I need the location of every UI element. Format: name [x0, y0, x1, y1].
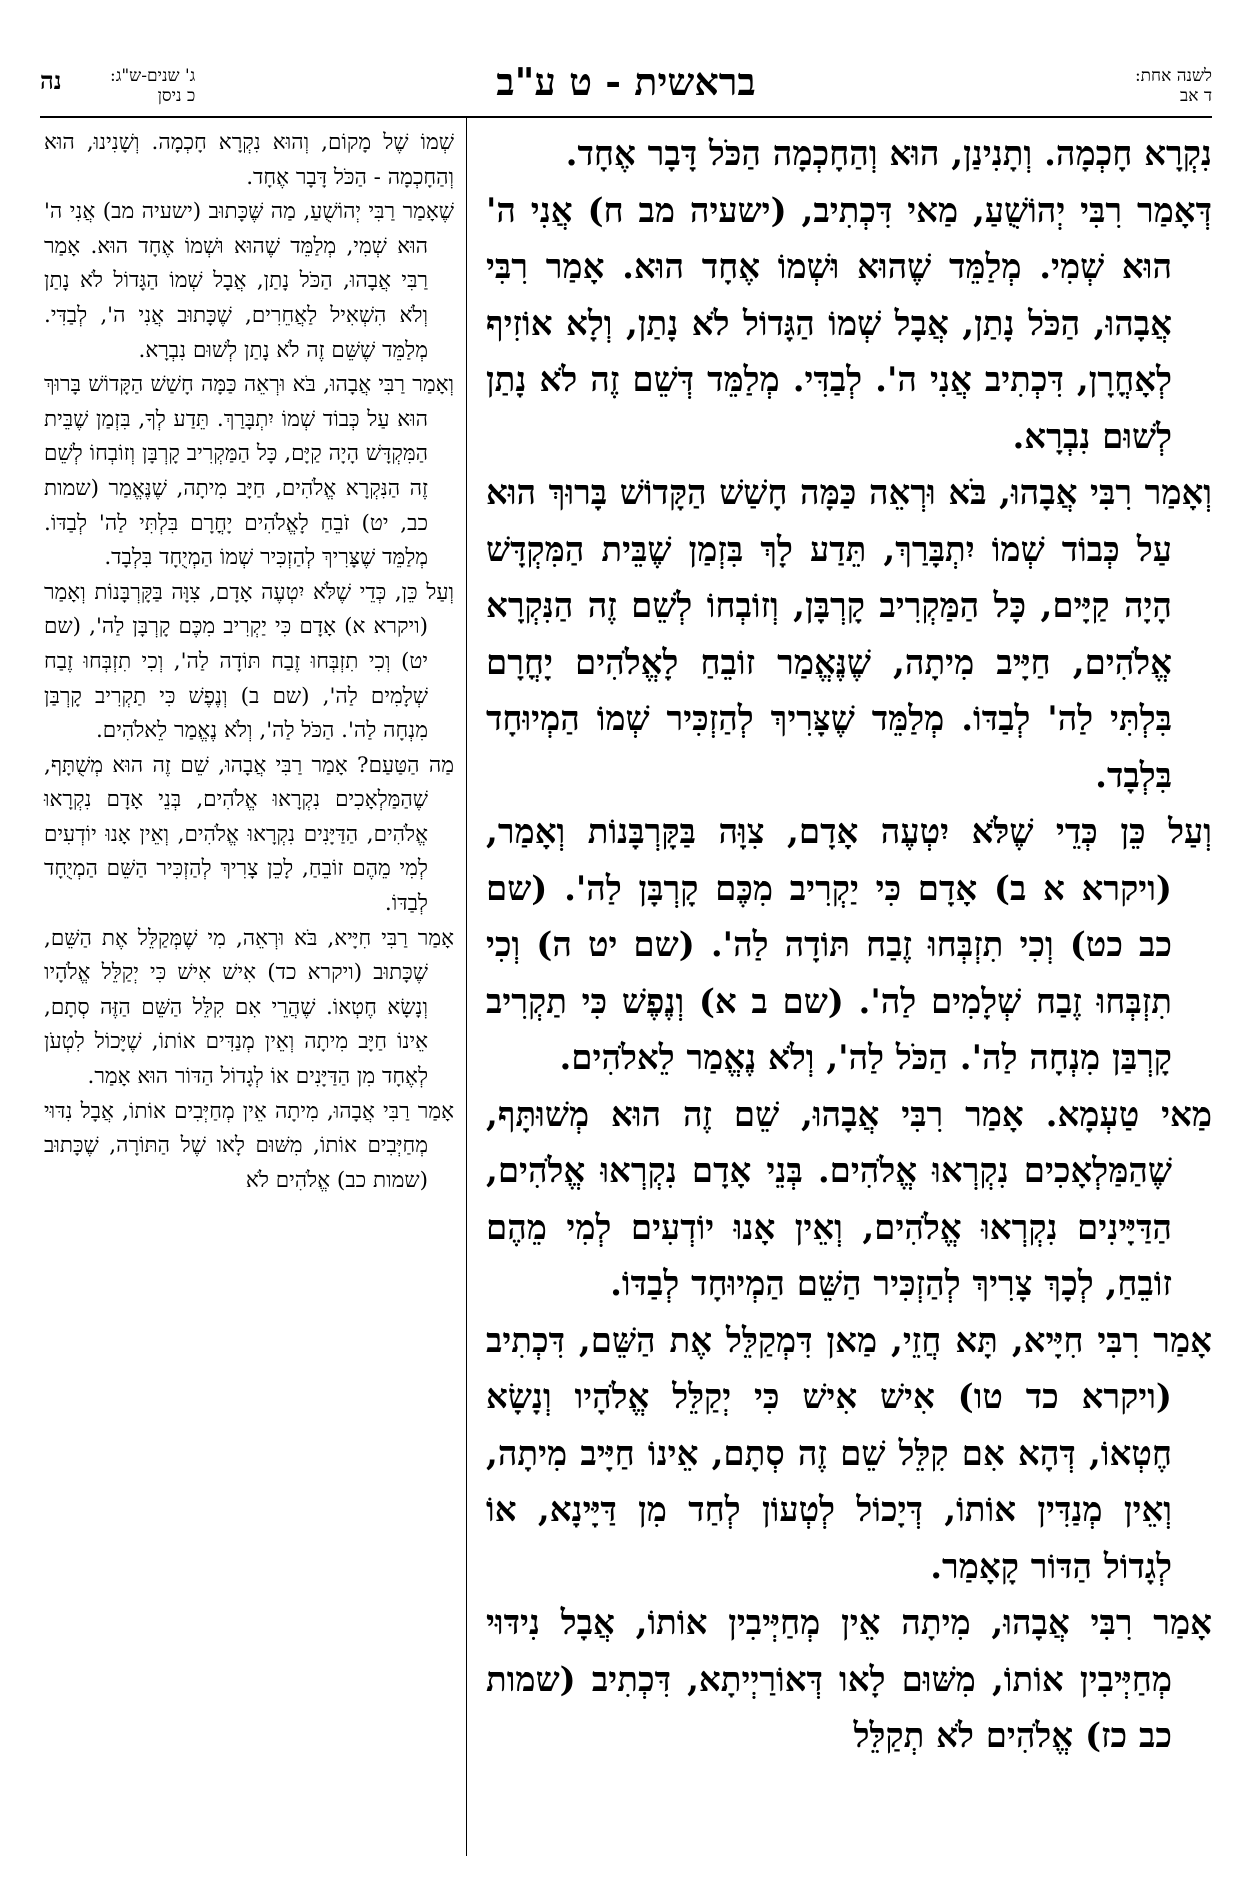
main-text-column [486, 126, 1212, 1765]
header-schedule-three-years [110, 66, 195, 106]
translation-paragraph: מַה הַטַּעַם? אָמַר רַבִּי אֲבָהוּ, שֵׁם זֶה הוּא מְשֻׁתָּף, שֶׁהַמַּלְאָכִים נִקְרָאוּ אֱלֹהִים, בְּנֵי אָדָם נִקְרָאוּ אֱלֹהִים, הַדַּיָּנִים נִקְרָאוּ אֱלֹהִים, וְאֵין אָנוּ יוֹדְעִים לְמִי מֵהֶם זוֹבֵחַ, לָכֵן צָרִיךְ לְהַזְכִּיר הַשֵּׁם הַמְיֻחָד לְבַדּוֹ. [44, 752, 454, 917]
translation-paragraph: וְאָמַר רַבִּי אֲבָהוּ, בֹּא וּרְאֵה כַּמָּה חָשַׁשׁ הַקָּדוֹשׁ בָּרוּךְ הוּא עַל כְּבוֹד שְׁמוֹ יִתְבָּרַךְ. תֵּדַע לְךָ, בִּזְמַן שֶׁבֵּית הַמִּקְדָּשׁ הָיָה קַיָּם, כָּל הַמַּקְרִיב קָרְבָּן וְזוֹבְחוֹ לְשֵׁם זֶה הַנִּקְרָא אֱלֹהִים, חַיָּב מִיתָה, שֶׁנֶּאֱמַר (שמות כב, יט) זֹבֵחַ לָאֱלֹהִים יָחֳרָם בִּלְתִּי לַה' לְבַדּוֹ. מְלַמֵּד שֶׁצָּרִיךְ לְהַזְכִּיר שְׁמוֹ הַמְיֻחָד בִּלְבָד. [44, 372, 454, 571]
translation-paragraph: וְעַל כֵּן, כְּדֵי שֶׁלֹּא יִטְעֶה אָדָם, צִוָּה בַּקָּרְבָּנוֹת וְאָמַר (ויקרא א) אָדָם כִּי יַקְרִיב מִכֶּם קָרְבָּן לַה', (שם יט) וְכִי תִזְבְּחוּ זֶבַח תּוֹדָה לַה', וְכִי תִזְבְּחוּ זֶבַח שְׁלָמִים לַה', (שם ב) וְנֶפֶשׁ כִּי תַקְרִיב קָרְבַּן מִנְחָה לַה'. הַכֹּל לַה', וְלֹא נֶאֱמַר לֵאלֹהִים. [44, 579, 454, 744]
translation-paragraph: אָמַר רַבִּי אֲבָהוּ, מִיתָה אֵין מְחַיְּבִים אוֹתוֹ, אֲבָל נִדּוּי מְחַיְּבִים אוֹתוֹ, מִשּׁוּם לָאו שֶׁל הַתּוֹרָה, שֶׁכָּתוּב (שמות כב) אֱלֹהִים לֹא [44, 1098, 454, 1193]
page-header [40, 56, 1212, 116]
main-paragraph: וְעַל כֵּן כְּדֵי שֶׁלֹּא יִטְעֶה אָדָם, צִוָּה בַּקָּרְבָּנוֹת וְאָמַר, (ויקרא א ב) אָדָם כִּי יַקְרִיב מִכֶּם קָרְבָּן לַה'. (שם כב כט) וְכִי תִזְבְּחוּ זֶבַח תּוֹדָה לַה'. (שם יט ה) וְכִי תִזְבְּחוּ זֶבַח שְׁלָמִים לַה'. (שם ב א) וְנֶפֶשׁ כִּי תַקְרִיב קָרְבַּן מִנְחָה לַה'. הַכֹּל לַה', וְלֹא נֶאֱמַר לֵאלֹהִים. [486, 812, 1212, 1078]
main-paragraph: אָמַר רִבִּי חִיָּיא, תָּא חֲזֵי, מַאן דִּמְקַלֵּל אֶת הַשֵּׁם, דִּכְתִיב (ויקרא כד טו) אִישׁ אִישׁ כִּי יְקַלֵּל אֱלֹהָיו וְנָשָׂא חֶטְאוֹ, דְּהָא אִם קִלֵּל שֵׁם זֶה סְתָם, אֵינוֹ חַיָּיב מִיתָה, וְאֵין מְנַדִּין אוֹתוֹ, דְּיָכוֹל לְטְעוֹן לְחַד מִן דַּיָּינָא, אוֹ לְגָדוֹל הַדּוֹר קָאָמַר. [486, 1320, 1212, 1587]
translation-paragraph: שֶׁאָמַר רַבִּי יְהוֹשֻׁעַ, מַה שֶּׁכָּתוּב (ישעיה מב) אֲנִי ה' הוּא שְׁמִי, מְלַמֵּד שֶׁהוּא וּשְׁמוֹ אֶחָד הוּא. אָמַר רַבִּי אֲבָהוּ, הַכֹּל נָתַן, אֲבָל שְׁמוֹ הַגָּדוֹל לֹא נָתַן וְלֹא הִשְׁאִיל לַאֲחֵרִים, שֶׁכָּתוּב אֲנִי ה', לְבַדִּי. מְלַמֵּד שֶׁשֵּׁם זֶה לֹא נָתַן לְשׁוּם נִבְרָא. [44, 199, 454, 363]
column-divider [466, 118, 467, 1856]
header-divider [40, 116, 1212, 118]
translation-column [44, 126, 454, 1198]
schedule-three-years-label: ג' שנים-ש"ג: [110, 66, 196, 86]
schedule-one-year-date: ד אב [1180, 86, 1212, 106]
page-number: נה [40, 66, 62, 95]
main-paragraph: וְאָמַר רִבִּי אֲבָהוּ, בֹּא וּרְאֵה כַּמָּה חָשַׁשׁ הַקָּדוֹשׁ בָּרוּךְ הוּא עַל כְּבוֹד שְׁמוֹ יִתְבָּרַךְ, תֵּדַע לָךְ בִּזְמַן שֶׁבֵּית הַמִּקְדָּשׁ הָיָה קַיָּים, כָּל הַמַּקְרִיב קָרְבָּן, וְזוֹבְחוֹ לְשֵׁם זֶה הַנִּקְרָא אֱלֹהִים, חַיָּיב מִיתָה, שֶׁנֶּאֱמַר זוֹבֵחַ לָאֱלֹהִים יָחֳרָם בִּלְתִּי לַה' לְבַדּוֹ. מְלַמֵּד שֶׁצָּרִיךְ לְהַזְכִּיר שְׁמוֹ הַמְיוּחָד בִּלְבָד. [486, 473, 1212, 796]
translation-paragraph: שְׁמוֹ שֶׁל מָקוֹם, וְהוּא נִקְרָא חָכְמָה. וְשָׁנִינוּ, הוּא וְהַחָכְמָה - הַכֹּל דָּבָר אֶחָד. [44, 130, 454, 190]
translation-paragraph: אָמַר רַבִּי חִיָּיא, בֹּא וּרְאֵה, מִי שֶׁמְּקַלֵּל אֶת הַשֵּׁם, שֶׁכָּתוּב (ויקרא כד) אִישׁ אִישׁ כִּי יְקַלֵּל אֱלֹהָיו וְנָשָׂא חֶטְאוֹ. שֶׁהֲרֵי אִם קִלֵּל הַשֵּׁם הַזֶּה סְתָם, אֵינוֹ חַיָּב מִיתָה וְאֵין מְנַדִּים אוֹתוֹ, שֶׁיָּכוֹל לִטְעֹן לְאֶחָד מִן הַדַּיָּנִים אוֹ לְגָדוֹל הַדּוֹר הוּא אָמַר. [44, 925, 454, 1090]
schedule-one-year-label: לשנה אחת: [1134, 66, 1212, 86]
main-paragraph: מַאי טַעְמָא. אָמַר רִבִּי אֲבָהוּ, שֵׁם זֶה הוּא מְשׁוּתָּף, שֶׁהַמַּלְאָכִים נִקְרְאוּ אֱלֹהִים. בְּנֵי אָדָם נִקְרְאוּ אֱלֹהִים, הַדַּיָּינִים נִקְרְאוּ אֱלֹהִים, וְאֵין אָנוּ יוֹדְעִים לְמִי מֵהֶם זוֹבֵחַ, לְכָךְ צָרִיךְ לְהַזְכִּיר הַשֵּׁם הַמְיוּחָד לְבַדּוֹ. [486, 1094, 1212, 1304]
main-paragraph: דְּאָמַר רִבִּי יְהוֹשֻׁעַ, מַאי דִּכְתִיב, (ישעיה מב ח) אֲנִי ה' הוּא שְׁמִי. מְלַמֵּד שֶׁהוּא וּשְׁמוֹ אֶחָד הוּא. אָמַר רִבִּי אֲבָהוּ, הַכֹּל נָתַן, אֲבָל שְׁמוֹ הַגָּדוֹל לֹא נָתַן, וְלָא אוֹזִיף לְאָחֳרָן, דִּכְתִיב אֲנִי ה'. לְבַדִּי. מְלַמֵּד דְּשֵׁם זֶה לֹא נָתַן לְשׁוּם נִבְרָא. [486, 190, 1212, 457]
main-paragraph: נִקְרָא חָכְמָה. וְתָנִינַן, הוּא וְהַחָכְמָה הַכֹּל דָּבָר אֶחָד. [565, 134, 1212, 174]
main-paragraph: אָמַר רִבִּי אֲבָהוּ, מִיתָה אֵין מְחַיְּיבִין אוֹתוֹ, אֲבָל נִידּוּי מְחַיְּיבִין אוֹתוֹ, מִשּׁוּם לָאו דְּאוֹרַיְיתָא, דִּכְתִיב (שמות כב כז) אֱלֹהִים לֹא תְקַלֵּל [486, 1603, 1212, 1756]
page-title: בראשית - ט ע"ב [496, 59, 756, 104]
schedule-three-years-date: כ ניסן [157, 86, 196, 106]
